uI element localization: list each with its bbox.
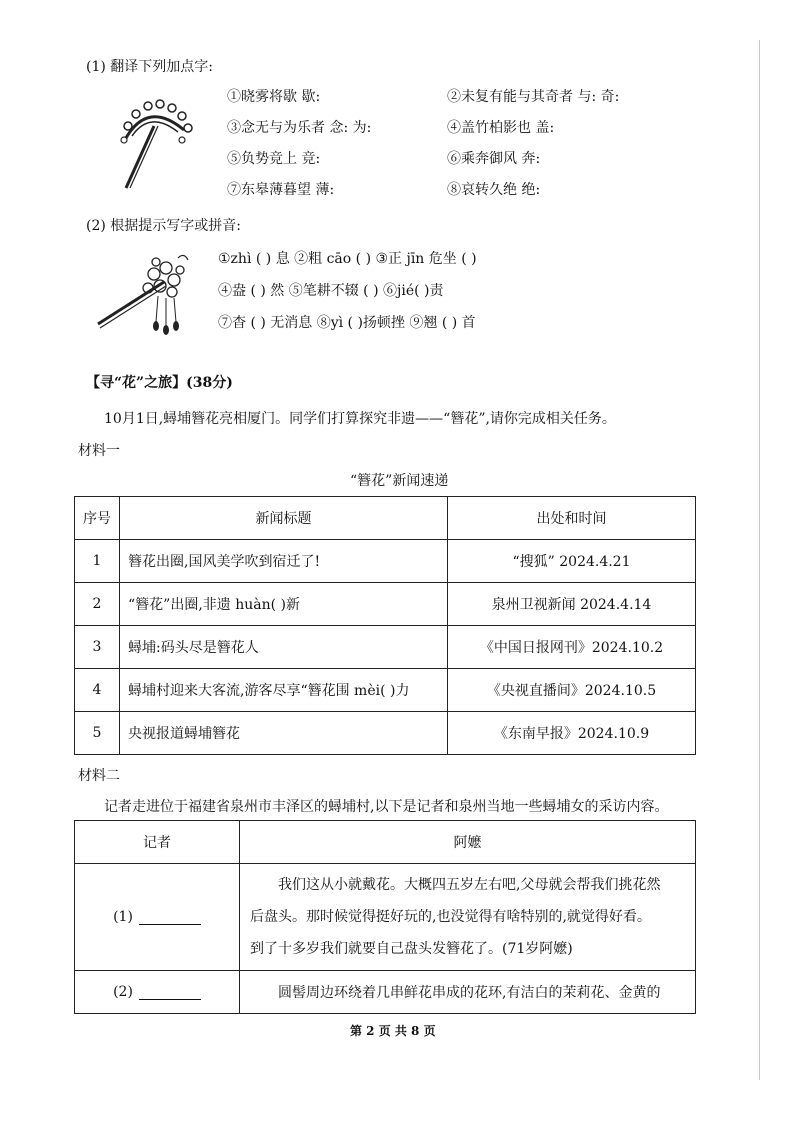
material1-label: 材料一 — [78, 443, 120, 459]
table1-cell: 簪花出圈,国风美学吹到宿迁了! — [120, 540, 448, 583]
question-number: (2) — [113, 984, 133, 1000]
table1-cell: 1 — [75, 540, 120, 583]
interview-table — [74, 820, 696, 1014]
table1-cell: 3 — [75, 626, 120, 669]
section-intro: 10月1日,蟳埔簪花亮相厦门。同学们打算探究非遗——“簪花”,请你完成相关任务。 — [104, 411, 616, 427]
material2-label: 材料二 — [78, 768, 120, 784]
page-edge-line — [759, 40, 760, 1080]
section-title: 【寻“花”之旅】(38分) — [86, 375, 233, 391]
news-table — [74, 496, 696, 755]
part2-line-2: ④盎 ( ) 然 ⑤笔耕不辍 ( ) ⑥jié( )责 — [218, 283, 444, 299]
answer-line: 圆髻周边环绕着几串鲜花串成的花环,有洁白的茉莉花、金黄的 — [278, 985, 661, 1001]
table1-caption: “簪花”新闻速递 — [350, 473, 449, 489]
table1-cell: 4 — [75, 669, 120, 712]
table2-header-grandma: 阿嬷 — [240, 821, 696, 864]
table-row — [75, 712, 696, 755]
table-row — [75, 864, 696, 971]
part2-line-1: ①zhì ( ) 息 ②粗 cāo ( ) ③正 jīn 危坐 ( ) — [218, 251, 477, 267]
table-row — [75, 626, 696, 669]
answer-line: 我们这从小就戴花。大概四五岁左右吧,父母就会帮我们挑花然 — [278, 877, 661, 893]
table1-cell: 2 — [75, 583, 120, 626]
part1-item-4: ④盖竹柏影也 盖: — [447, 120, 555, 136]
material2-intro: 记者走进位于福建省泉州市丰泽区的蟳埔村,以下是记者和泉州当地一些蟳埔女的采访内容。 — [104, 799, 669, 815]
answer-line: 后盘头。那时候觉得挺好玩的,也没觉得有啥特别的,就觉得好看。 — [250, 909, 651, 925]
table1-cell: “搜狐” 2024.4.21 — [448, 540, 696, 583]
part2-heading: (2) 根据提示写字或拼音: — [86, 218, 241, 234]
table-row — [75, 583, 696, 626]
hairpin-illustration-1 — [118, 96, 194, 192]
table1-header-title: 新闻标题 — [120, 497, 448, 540]
table-row — [75, 669, 696, 712]
part1-heading: (1) 翻译下列加点字: — [86, 59, 213, 75]
table1-cell: 《东南早报》2024.10.9 — [448, 712, 696, 755]
table1-cell: 5 — [75, 712, 120, 755]
table1-cell: “簪花”出圈,非遗 huàn( )新 — [120, 583, 448, 626]
part1-item-7: ⑦东皋薄暮望 薄: — [227, 182, 335, 198]
table1-cell: 央视报道蟳埔簪花 — [120, 712, 448, 755]
table1-cell: 泉州卫视新闻 2024.4.14 — [448, 583, 696, 626]
part2-line-3: ⑦杳 ( ) 无消息 ⑧yì ( )扬顿挫 ⑨翘 ( ) 首 — [218, 315, 476, 331]
part1-item-6: ⑥乘奔御风 奔: — [447, 151, 541, 167]
part1-item-1: ①晓雾将歇 歇: — [227, 89, 321, 105]
table1-cell: 蟳埔:码头尽是簪花人 — [120, 626, 448, 669]
table1-header-source: 出处和时间 — [448, 497, 696, 540]
table1-cell: 《中国日报网刊》2024.10.2 — [448, 626, 696, 669]
page-footer: 第 2 页 共 8 页 — [350, 1024, 436, 1038]
table-row — [75, 540, 696, 583]
table1-cell: 蟳埔村迎来大客流,游客尽享“簪花围 mèi( )力 — [120, 669, 448, 712]
answer-line: 到了十多岁我们就要自己盘头发簪花了。(71岁阿嬷) — [250, 941, 573, 957]
part1-item-8: ⑧哀转久绝 绝: — [447, 182, 541, 198]
table-row — [75, 971, 696, 1014]
flower-hairpin-illustration-2 — [94, 252, 194, 340]
table2-header-reporter: 记者 — [75, 821, 240, 864]
answer-blank[interactable] — [139, 985, 201, 1000]
part1-item-5: ⑤负势竞上 竞: — [227, 151, 321, 167]
answer-blank[interactable] — [139, 910, 201, 925]
table1-cell: 《央视直播间》2024.10.5 — [448, 669, 696, 712]
table1-header-index: 序号 — [75, 497, 120, 540]
question-number: (1) — [113, 909, 133, 925]
part1-item-3: ③念无与为乐者 念: 为: — [227, 120, 372, 136]
part1-item-2: ②未复有能与其奇者 与: 奇: — [447, 89, 620, 105]
